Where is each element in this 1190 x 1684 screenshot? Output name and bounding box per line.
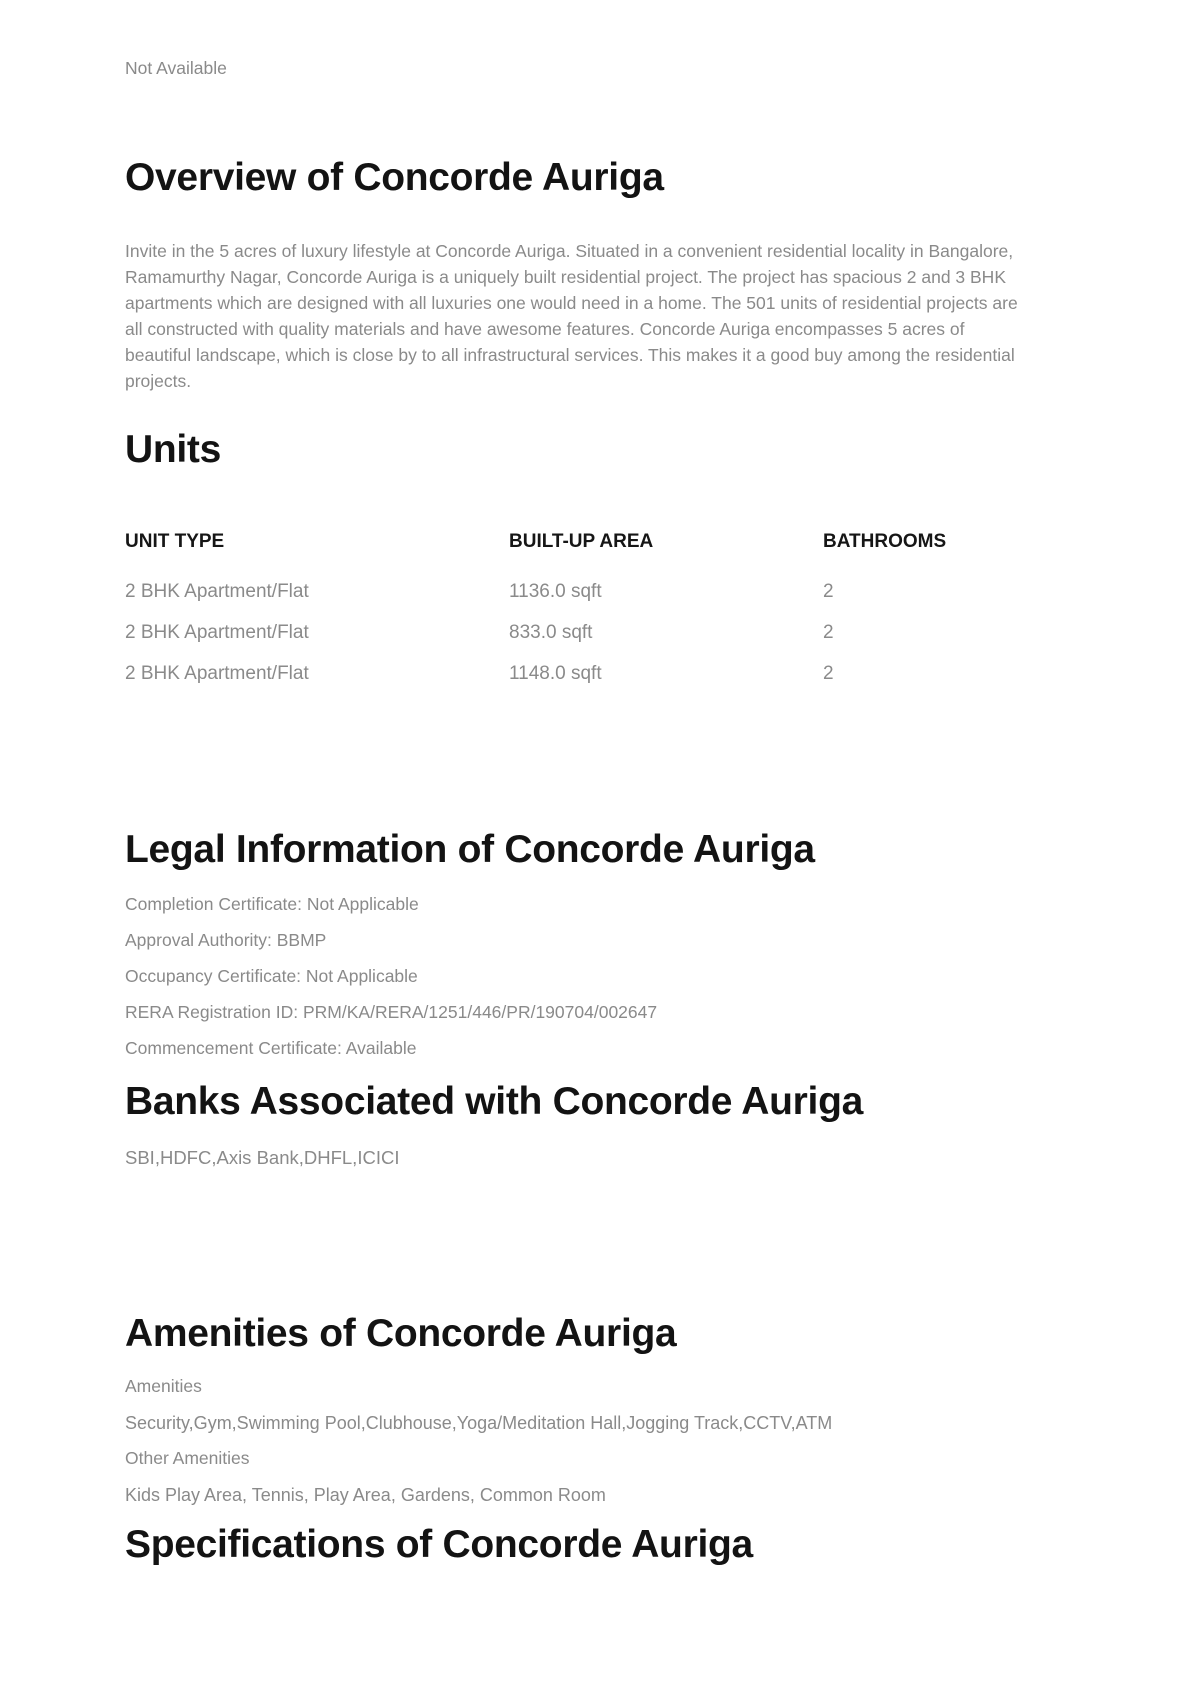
- cell-bathrooms: 2: [823, 581, 834, 602]
- column-header-built-up-area: BUILT-UP AREA: [509, 531, 654, 552]
- cell-unit-type: 2 BHK Apartment/Flat: [125, 663, 309, 684]
- legal-item-approval-authority: Approval Authority: BBMP: [125, 930, 327, 950]
- amenities-list: Security,Gym,Swimming Pool,Clubhouse,Yoga/Meditation Hall,Jogging Track,CCTV,ATM: [125, 1413, 833, 1433]
- other-amenities-label: Other Amenities: [125, 1448, 250, 1468]
- specifications-heading: Specifications of Concorde Auriga: [125, 1523, 753, 1566]
- table-row: [125, 663, 1045, 704]
- cell-built-up-area: 833.0 sqft: [509, 622, 593, 643]
- legal-item-rera-registration-id: RERA Registration ID: PRM/KA/RERA/1251/446/PR/190704/002647: [125, 1002, 658, 1022]
- legal-heading: Legal Information of Concorde Auriga: [125, 828, 815, 871]
- amenities-heading: Amenities of Concorde Auriga: [125, 1312, 677, 1355]
- cell-bathrooms: 2: [823, 622, 834, 643]
- amenities-label: Amenities: [125, 1376, 202, 1396]
- overview-heading: Overview of Concorde Auriga: [125, 156, 664, 199]
- cell-built-up-area: 1148.0 sqft: [509, 663, 602, 684]
- overview-paragraph: Invite in the 5 acres of luxury lifestyle at Concorde Auriga. Situated in a convenient residential locality in Bangalore, Ramamurthy Nagar, Concorde Auriga is a uniquely built residential project. The project has spacious 2 and 3 BHK apartments which are designed with all luxuries one would need in a home. The 501 units of residential projects are all constructed with quality materials and have awesome features. Concorde Auriga encompasses 5 acres of beautiful landscape, which is close by to all infrastructural services. This makes it a good buy among the residential projects.: [125, 241, 1018, 391]
- column-header-bathrooms: BATHROOMS: [823, 531, 947, 552]
- legal-item-completion-certificate: Completion Certificate: Not Applicable: [125, 894, 419, 914]
- table-row: [125, 581, 1045, 622]
- column-header-unit-type: UNIT TYPE: [125, 531, 225, 552]
- legal-item-occupancy-certificate: Occupancy Certificate: Not Applicable: [125, 966, 418, 986]
- units-heading: Units: [125, 428, 222, 471]
- table-row: [125, 622, 1045, 663]
- units-table: [125, 531, 1045, 704]
- cell-built-up-area: 1136.0 sqft: [509, 581, 602, 602]
- cell-unit-type: 2 BHK Apartment/Flat: [125, 581, 309, 602]
- banks-heading: Banks Associated with Concorde Auriga: [125, 1080, 863, 1123]
- status-note: Not Available: [125, 58, 227, 78]
- cell-unit-type: 2 BHK Apartment/Flat: [125, 622, 309, 643]
- units-table-header: [125, 531, 1045, 581]
- banks-list: SBI,HDFC,Axis Bank,DHFL,ICICI: [125, 1147, 400, 1168]
- cell-bathrooms: 2: [823, 663, 834, 684]
- other-amenities-list: Kids Play Area, Tennis, Play Area, Gardens, Common Room: [125, 1485, 606, 1505]
- legal-item-commencement-certificate: Commencement Certificate: Available: [125, 1038, 417, 1058]
